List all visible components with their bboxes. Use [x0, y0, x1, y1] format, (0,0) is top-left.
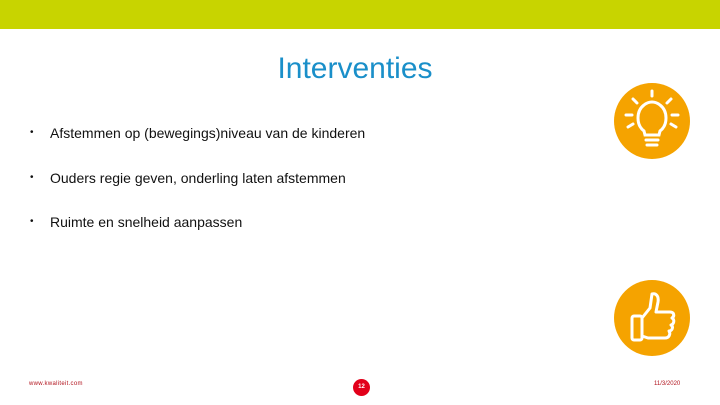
bullet-text: Afstemmen op (bewegings)niveau van de kinderen: [50, 125, 366, 141]
bullet-list: [30, 124, 590, 258]
footer-url: www.kwaliteit.com: [29, 381, 83, 387]
bullet-marker: •: [30, 127, 34, 138]
bullet-item: [30, 213, 590, 258]
slide-title: Interventies: [277, 52, 433, 85]
thumbs-up-icon: [614, 280, 690, 356]
top-accent-bar: [0, 0, 720, 29]
bullet-item: [30, 124, 590, 169]
footer-date: 11/3/2020: [654, 381, 681, 387]
page-number-badge: 12: [353, 379, 370, 396]
lightbulb-icon: [614, 83, 690, 159]
bullet-text: Ruimte en snelheid aanpassen: [50, 214, 243, 230]
bullet-marker: •: [30, 216, 34, 227]
bullet-text: Ouders regie geven, onderling laten afstemmen: [50, 169, 346, 186]
bullet-marker: •: [30, 171, 34, 183]
bullet-item: [30, 169, 590, 214]
